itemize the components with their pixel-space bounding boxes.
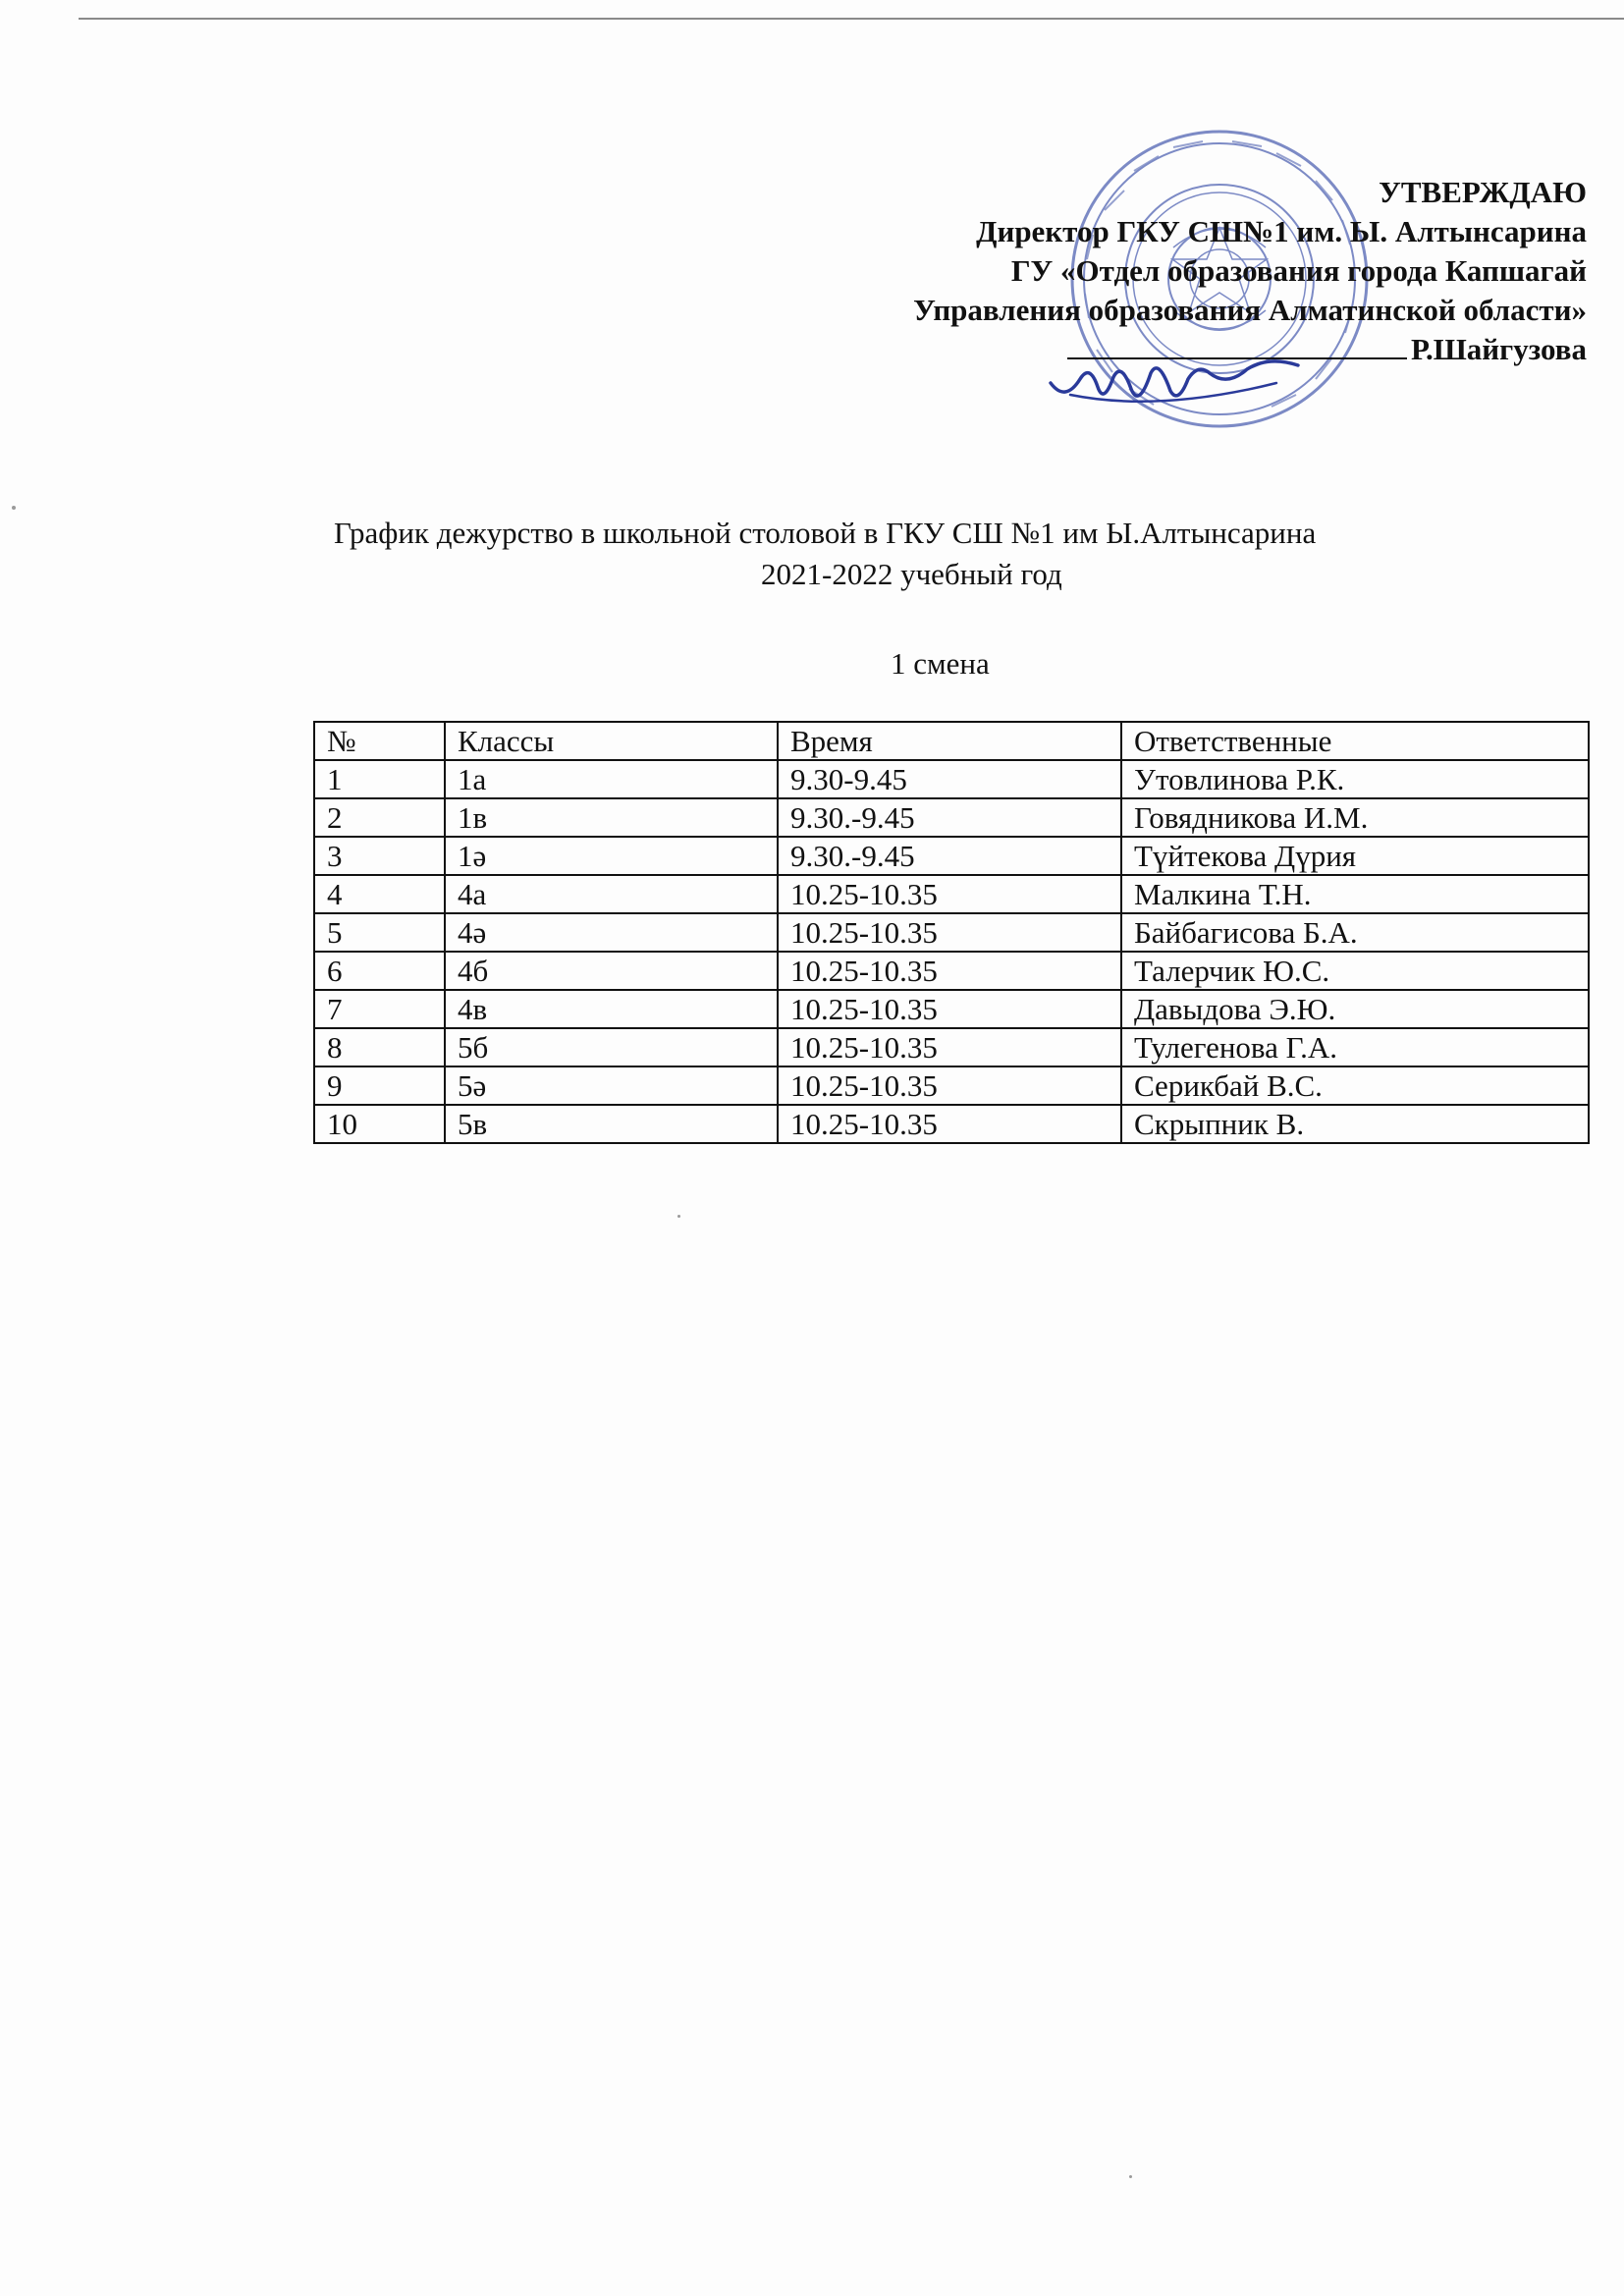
cell-class: 4б	[445, 952, 778, 990]
cell-class: 5ә	[445, 1066, 778, 1105]
cell-class: 4а	[445, 875, 778, 913]
cell-number: 6	[314, 952, 445, 990]
cell-class: 1а	[445, 760, 778, 798]
shift-label: 1 смена	[891, 646, 990, 681]
cell-number: 1	[314, 760, 445, 798]
cell-time: 10.25-10.35	[778, 952, 1121, 990]
handwritten-signature	[1041, 344, 1326, 422]
scan-speck	[1129, 2175, 1132, 2178]
cell-time: 10.25-10.35	[778, 1066, 1121, 1105]
table-row	[314, 1105, 1589, 1143]
cell-responsible: Серикбай В.С.	[1121, 1066, 1589, 1105]
cell-class: 5б	[445, 1028, 778, 1066]
approval-block	[605, 173, 1587, 369]
cell-responsible: Скрыпник В.	[1121, 1105, 1589, 1143]
cell-number: 7	[314, 990, 445, 1028]
cell-time: 10.25-10.35	[778, 1028, 1121, 1066]
cell-responsible: Түйтекова Дүрия	[1121, 837, 1589, 875]
cell-number: 2	[314, 798, 445, 837]
cell-time: 10.25-10.35	[778, 913, 1121, 952]
table-header-row	[314, 722, 1589, 760]
cell-time: 10.25-10.35	[778, 990, 1121, 1028]
cell-responsible: Малкина Т.Н.	[1121, 875, 1589, 913]
table-row	[314, 1066, 1589, 1105]
document-title: График дежурство в школьной столовой в ГКУ СШ №1 им Ы.Алтынсарина	[334, 516, 1317, 550]
cell-responsible: Утовлинова Р.К.	[1121, 760, 1589, 798]
cell-number: 3	[314, 837, 445, 875]
cell-number: 9	[314, 1066, 445, 1105]
cell-time: 10.25-10.35	[778, 875, 1121, 913]
cell-responsible: Байбагисова Б.А.	[1121, 913, 1589, 952]
cell-time: 9.30-9.45	[778, 760, 1121, 798]
cell-class: 1в	[445, 798, 778, 837]
header-time: Время	[778, 722, 1121, 760]
cell-number: 5	[314, 913, 445, 952]
cell-time: 9.30.-9.45	[778, 798, 1121, 837]
table-row	[314, 760, 1589, 798]
table-row	[314, 1028, 1589, 1066]
cell-responsible: Говядникова И.М.	[1121, 798, 1589, 837]
header-number: №	[314, 722, 445, 760]
cell-class: 1ә	[445, 837, 778, 875]
academic-year: 2021-2022 учебный год	[761, 557, 1062, 591]
table-row	[314, 837, 1589, 875]
scan-speck	[677, 1215, 680, 1218]
cell-number: 8	[314, 1028, 445, 1066]
header-responsible: Ответственные	[1121, 722, 1589, 760]
table-row	[314, 990, 1589, 1028]
header-classes: Классы	[445, 722, 778, 760]
document-title-block	[0, 513, 1624, 595]
cell-time: 10.25-10.35	[778, 1105, 1121, 1143]
duty-schedule-table	[313, 721, 1590, 1144]
approval-heading: УТВЕРЖДАЮ	[1379, 175, 1587, 209]
cell-class: 4ә	[445, 913, 778, 952]
cell-class: 5в	[445, 1105, 778, 1143]
approval-signer-name: Р.Шайгузова	[1410, 332, 1587, 366]
scan-speck	[12, 506, 16, 510]
approval-department-line: ГУ «Отдел образования города Капшагай	[1010, 253, 1587, 288]
table-row	[314, 952, 1589, 990]
approval-director-line: Директор ГКУ СШ№1 им. Ы. Алтынсарина	[976, 214, 1587, 248]
table-row	[314, 798, 1589, 837]
cell-number: 4	[314, 875, 445, 913]
cell-responsible: Тулегенова Г.А.	[1121, 1028, 1589, 1066]
table-row	[314, 913, 1589, 952]
approval-administration-line: Управления образования Алматинской области»	[913, 293, 1587, 327]
table-row	[314, 875, 1589, 913]
cell-time: 9.30.-9.45	[778, 837, 1121, 875]
cell-class: 4в	[445, 990, 778, 1028]
cell-responsible: Давыдова Э.Ю.	[1121, 990, 1589, 1028]
cell-number: 10	[314, 1105, 445, 1143]
top-border-line	[79, 18, 1624, 20]
cell-responsible: Талерчик Ю.С.	[1121, 952, 1589, 990]
